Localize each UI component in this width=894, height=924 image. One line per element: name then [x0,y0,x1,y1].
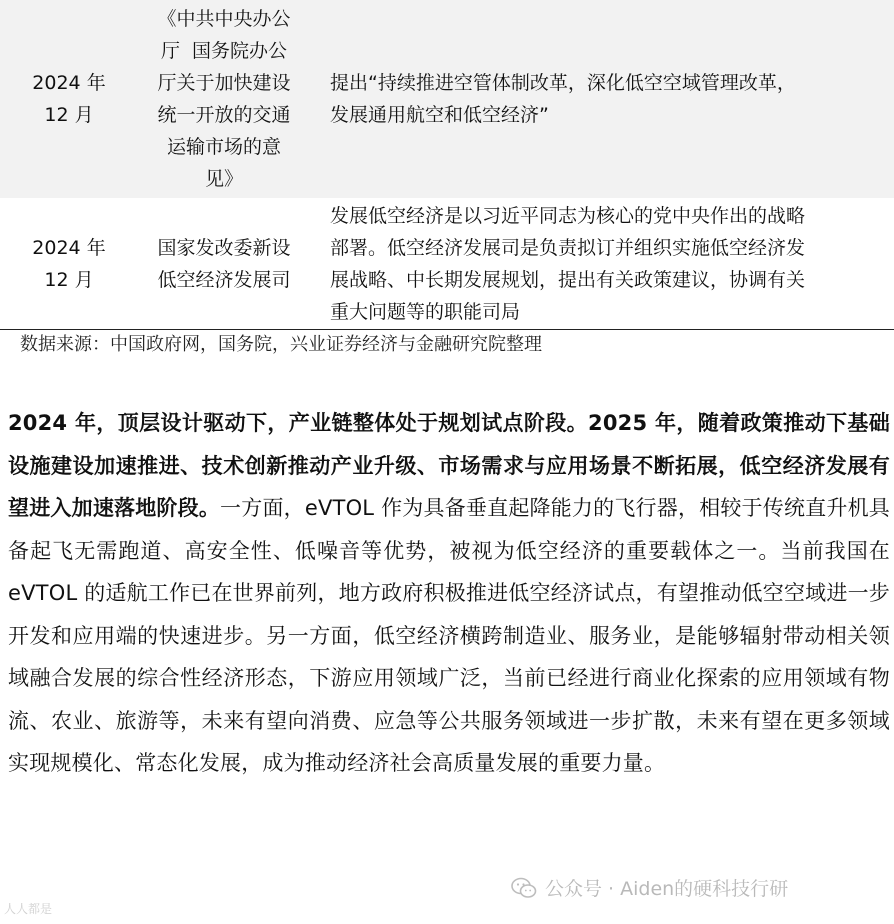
watermark-text: 公众号 · Aiden的硬科技行研 [545,878,789,900]
description-line: 发展通用航空和低空经济” [330,104,549,126]
description-line: 部署。低空经济发展司是负责拟订并组织实施低空经济发 [330,236,806,259]
title-line: 厅 国务院办公 [160,40,288,62]
date-line: 12 月 [44,104,94,126]
title-line: 低空经济发展司 [157,268,291,291]
policy-table [0,0,894,330]
description-line: 重大问题等的职能司局 [330,300,521,323]
paragraph-text: 一方面，eVTOL 作为具备垂直起降能力的飞行器，相较于传统直升机具备起飞无需跑道、高安全性、低噪音等优势，被视为低空经济的重要载体之一。当前我国在 eVTOL 的适航工作已在世界前列，地方政府积极推进低空经济试点，有望推动低空空域进一步开发和应用端的快速进步。另一方面，低空经济横跨制造业、服务业，是能够辐射带动相关领域融合发展的综合性经济形态，下游应用领域广泛，当前已经进行商业化探索的应用领域有物流、农业、旅游等，未来有望向消费、应急等公共服务领域进一步扩散，未来有望在更多领域实现规模化、常态化发展，成为推动经济社会高质量发展的重要力量。 [8,496,890,775]
wechat-icon [511,877,537,899]
date-line: 2024 年 [32,72,106,94]
bold-lead-text: 2024 年，顶层设计驱动下，产业链整体处于规划试点阶段。2025 年，随着政策推动下基础设施建设加速推进、技术创新推动产业升级、市场需求与应用场景不断拓展，低空经济发展有望进入加速落地阶段。 [8,411,890,520]
date-line: 12 月 [44,268,94,291]
table-row [0,198,894,330]
description-cell [310,198,894,329]
title-line: 见》 [204,168,243,190]
date-line: 2024 年 [32,236,106,259]
title-line: 国家发改委新设 [157,236,291,259]
description-line: 展战略、中长期发展规划，提出有关政策建议，协调有关 [330,268,806,291]
body-paragraph [8,402,890,785]
description-cell [310,0,894,198]
title-cell [138,0,310,198]
data-source-note: 数据来源：中国政府网，国务院，兴业证券经济与金融研究院整理 [20,334,542,355]
title-cell [138,198,310,329]
date-cell [0,198,138,329]
date-cell [0,0,138,198]
table-row [0,0,894,198]
description-line: 发展低空经济是以习近平同志为核心的党中央作出的战略 [330,204,806,227]
corner-watermark: 人人都是 [4,902,53,916]
title-line: 运输市场的意 [166,136,281,158]
title-line: 厅关于加快建设 [157,72,291,94]
title-line: 统一开放的交通 [157,104,291,126]
wechat-watermark [511,874,788,901]
description-line: 提出“持续推进空管体制改革，深化低空空域管理改革， [330,72,796,94]
title-line: 《中共中央办公 [157,8,291,30]
